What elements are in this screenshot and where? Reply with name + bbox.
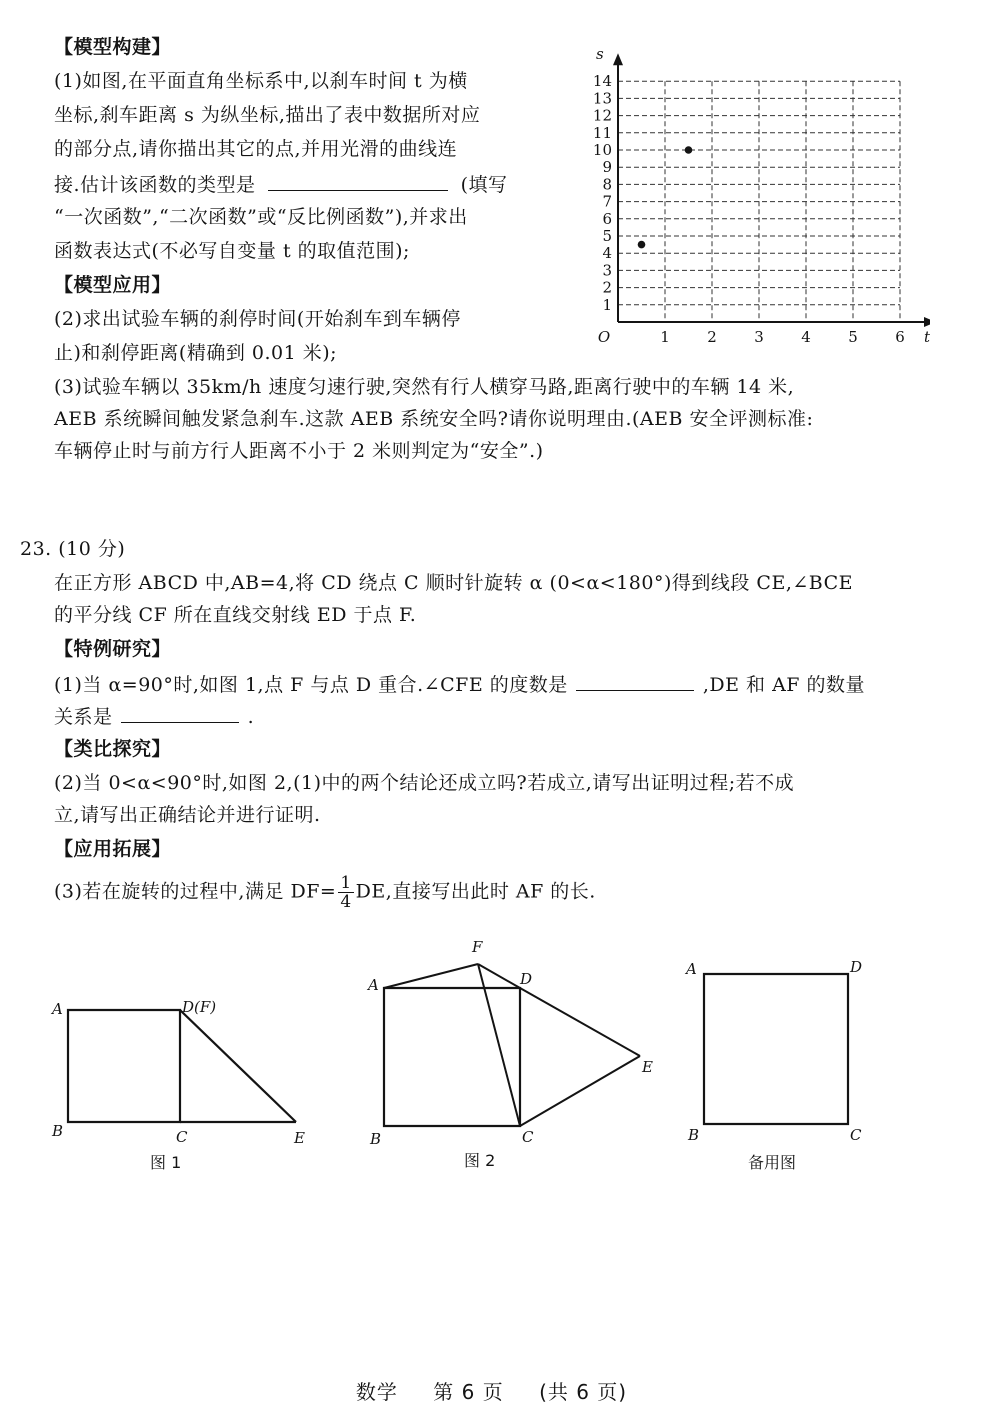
x-tick-label: 6 [895,328,905,346]
spare-square-abcd [704,974,848,1124]
footer-page: 第 6 页 [433,1380,504,1404]
q23-part1-line2 [54,702,254,730]
fig1-square-abcd [68,1010,180,1122]
x-tick-label: 4 [801,328,811,346]
fig1-label-b: B [52,1122,64,1140]
fig2-segment-af [384,964,478,988]
q22-part1-line4-text: 接.估计该函数的类型是 [54,174,256,196]
q22-part1-line6: 函数表达式(不必写自变量 t 的取值范围); [54,240,410,262]
y-tick-label: 8 [602,175,612,194]
fraction-one-quarter [338,874,353,911]
page-footer [0,1376,983,1405]
fig2-caption: 图 2 [464,1151,496,1170]
y-tick-label: 5 [602,227,612,245]
q22-part1-line4 [54,170,508,198]
y-tick-label: 4 [602,244,612,263]
spare-label-c: C [850,1126,862,1144]
spare-label-b: B [688,1126,700,1144]
fig1-label-e: E [294,1129,305,1147]
analogy-heading: 【类比探究】 [54,738,172,760]
fraction-numerator: 1 [340,873,352,893]
q23-score: (10 分) [58,538,126,560]
q23-number: 23. [20,538,52,560]
q23-part2-line2: 立,请写出正确结论并进行证明. [54,804,321,826]
q22-part1-line2: 坐标,刹车距离 s 为纵坐标,描出了表中数据所对应 [54,104,481,126]
extension-heading: 【应用拓展】 [54,838,172,860]
figure-1 [40,990,330,1180]
fig2-segment-de [520,988,640,1056]
angle-cfe-blank[interactable] [576,670,694,691]
y-tick-label: 10 [592,141,612,159]
function-type-blank[interactable] [268,170,448,191]
x-axis-label: t [924,328,930,346]
q22-part3-line1: (3)试验车辆以 35km/h 速度匀速行驶,突然有行人横穿马路,距离行驶中的车辆 14 米, [54,376,795,398]
y-tick-label: 6 [602,209,612,228]
fig2-label-e: E [642,1058,653,1076]
spare-caption: 备用图 [748,1153,797,1172]
q23-part1-tail: ,DE 和 AF 的数量 [702,674,866,696]
y-tick-label: 2 [602,278,612,297]
footer-total: (共 6 页) [539,1380,628,1404]
y-axis-label: s [596,45,604,64]
q23-part1-line2-text: 关系是 [54,706,113,728]
q22-part2-line1: (2)求出试验车辆的刹停时间(开始刹车到车辆停 [54,308,461,330]
tick-labels [593,45,930,346]
y-tick-label: 13 [592,89,612,108]
q23-part3 [54,874,596,911]
q22-part1-line5: “一次函数”,“二次函数”或“反比例函数”),并求出 [54,206,468,228]
q23-stem-line1: 在正方形 ABCD 中,AB=4,将 CD 绕点 C 顺时针旋转 α (0<α<180°)得到线段 CE,∠BCE [54,572,854,594]
data-point [685,146,693,154]
q22-part3-line2: AEB 系统瞬间触发紧急刹车.这款 AEB 系统安全吗?请你说明理由.(AEB 安全评测标准: [54,408,814,430]
fig2-label-b: B [370,1130,382,1148]
y-tick-label: 7 [602,192,612,211]
coordinate-grid-chart [580,30,930,360]
q22-part1-line4-tail: (填写 [460,174,508,196]
q23-part1-line1 [54,670,865,698]
axes [613,53,930,327]
y-tick-label: 12 [592,106,612,125]
y-tick-label: 1 [602,295,612,314]
q23-header [20,536,125,562]
fig2-label-a: A [368,976,379,994]
fig1-caption: 图 1 [150,1153,182,1172]
q22-part3-line3: 车辆停止时与前方行人距离不小于 2 米则判定为“安全”.) [54,440,544,462]
model-apply-heading: 【模型应用】 [54,274,172,296]
y-axis-arrow [613,53,623,65]
q23-part3-tail: DE,直接写出此时 AF 的长. [355,880,596,903]
fig1-label-d: D(F) [182,998,217,1016]
x-tick-label: 1 [660,328,670,346]
fig2-label-c: C [522,1128,534,1146]
model-build-heading: 【模型构建】 [54,36,172,58]
q23-part2-line1: (2)当 0<α<90°时,如图 2,(1)中的两个结论还成立吗?若成立,请写出证明过程;若不成 [54,772,795,794]
q23-part3-text: (3)若在旋转的过程中,满足 DF= [54,880,337,903]
fig2-segment-ce [520,1056,640,1126]
fig1-segment-de [180,1010,296,1122]
x-tick-label: 5 [848,328,858,346]
x-axis-arrow [924,317,930,327]
fig2-label-f: F [472,938,483,956]
fig1-label-c: C [176,1128,188,1146]
x-tick-label: 3 [754,328,764,346]
fig2-label-d: D [520,970,533,988]
q22-part1-line1: (1)如图,在平面直角坐标系中,以刹车时间 t 为横 [54,70,468,92]
spare-label-d: D [850,958,863,976]
figure-2 [360,930,670,1180]
fig1-label-a: A [52,1000,63,1018]
origin-label: O [597,328,611,346]
q22-part2-line2: 止)和刹停距离(精确到 0.01 米); [54,342,338,364]
y-tick-label: 3 [602,261,612,280]
spare-label-a: A [686,960,697,978]
q23-part1-text: (1)当 α=90°时,如图 1,点 F 与点 D 重合.∠CFE 的度数是 [54,674,568,696]
q22-part1-line3: 的部分点,请你描出其它的点,并用光滑的曲线连 [54,138,458,160]
y-tick-label: 9 [602,158,612,177]
q23-stem-line2: 的平分线 CF 所在直线交射线 ED 于点 F. [54,604,417,626]
x-tick-label: 2 [707,328,717,346]
special-study-heading: 【特例研究】 [54,638,172,660]
footer-subject: 数学 [355,1380,398,1404]
y-tick-label: 11 [592,123,612,142]
de-af-relation-blank[interactable] [121,702,239,723]
grid-lines [618,81,900,322]
q23-part1-line2-end: . [247,706,255,728]
figure-spare [680,950,880,1180]
fraction-denominator: 4 [340,892,352,912]
data-point [638,241,646,249]
fig2-square-abcd [384,988,520,1126]
y-tick-label: 14 [592,72,612,91]
